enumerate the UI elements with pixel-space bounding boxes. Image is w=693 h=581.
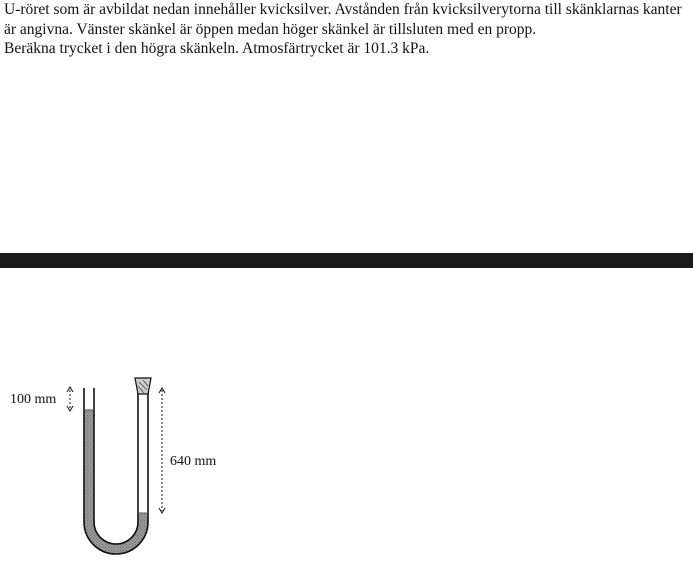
- stopper-icon: [135, 378, 151, 394]
- right-dimension-arrow: [159, 388, 165, 513]
- problem-description: U-röret som är avbildat nedan innehåller kvicksilver. Avstånden från kvicksilverytorna till skänklarnas kanter är angivna. Vänster skänkel är öppen medan höger skänkel är tillsluten med en propp.: [4, 1, 682, 38]
- right-distance-label: 640 mm: [170, 454, 217, 469]
- u-tube-figure: [0, 370, 260, 581]
- problem-question: Beräkna trycket i den högra skänkeln. Atmosfärtrycket är 101.3 kPa.: [4, 40, 430, 57]
- left-distance-label: 100 mm: [10, 392, 57, 407]
- problem-text: [4, 0, 690, 59]
- tube-inner-wall: [94, 388, 138, 544]
- section-divider: [0, 253, 693, 268]
- left-dimension-arrow: [67, 387, 73, 411]
